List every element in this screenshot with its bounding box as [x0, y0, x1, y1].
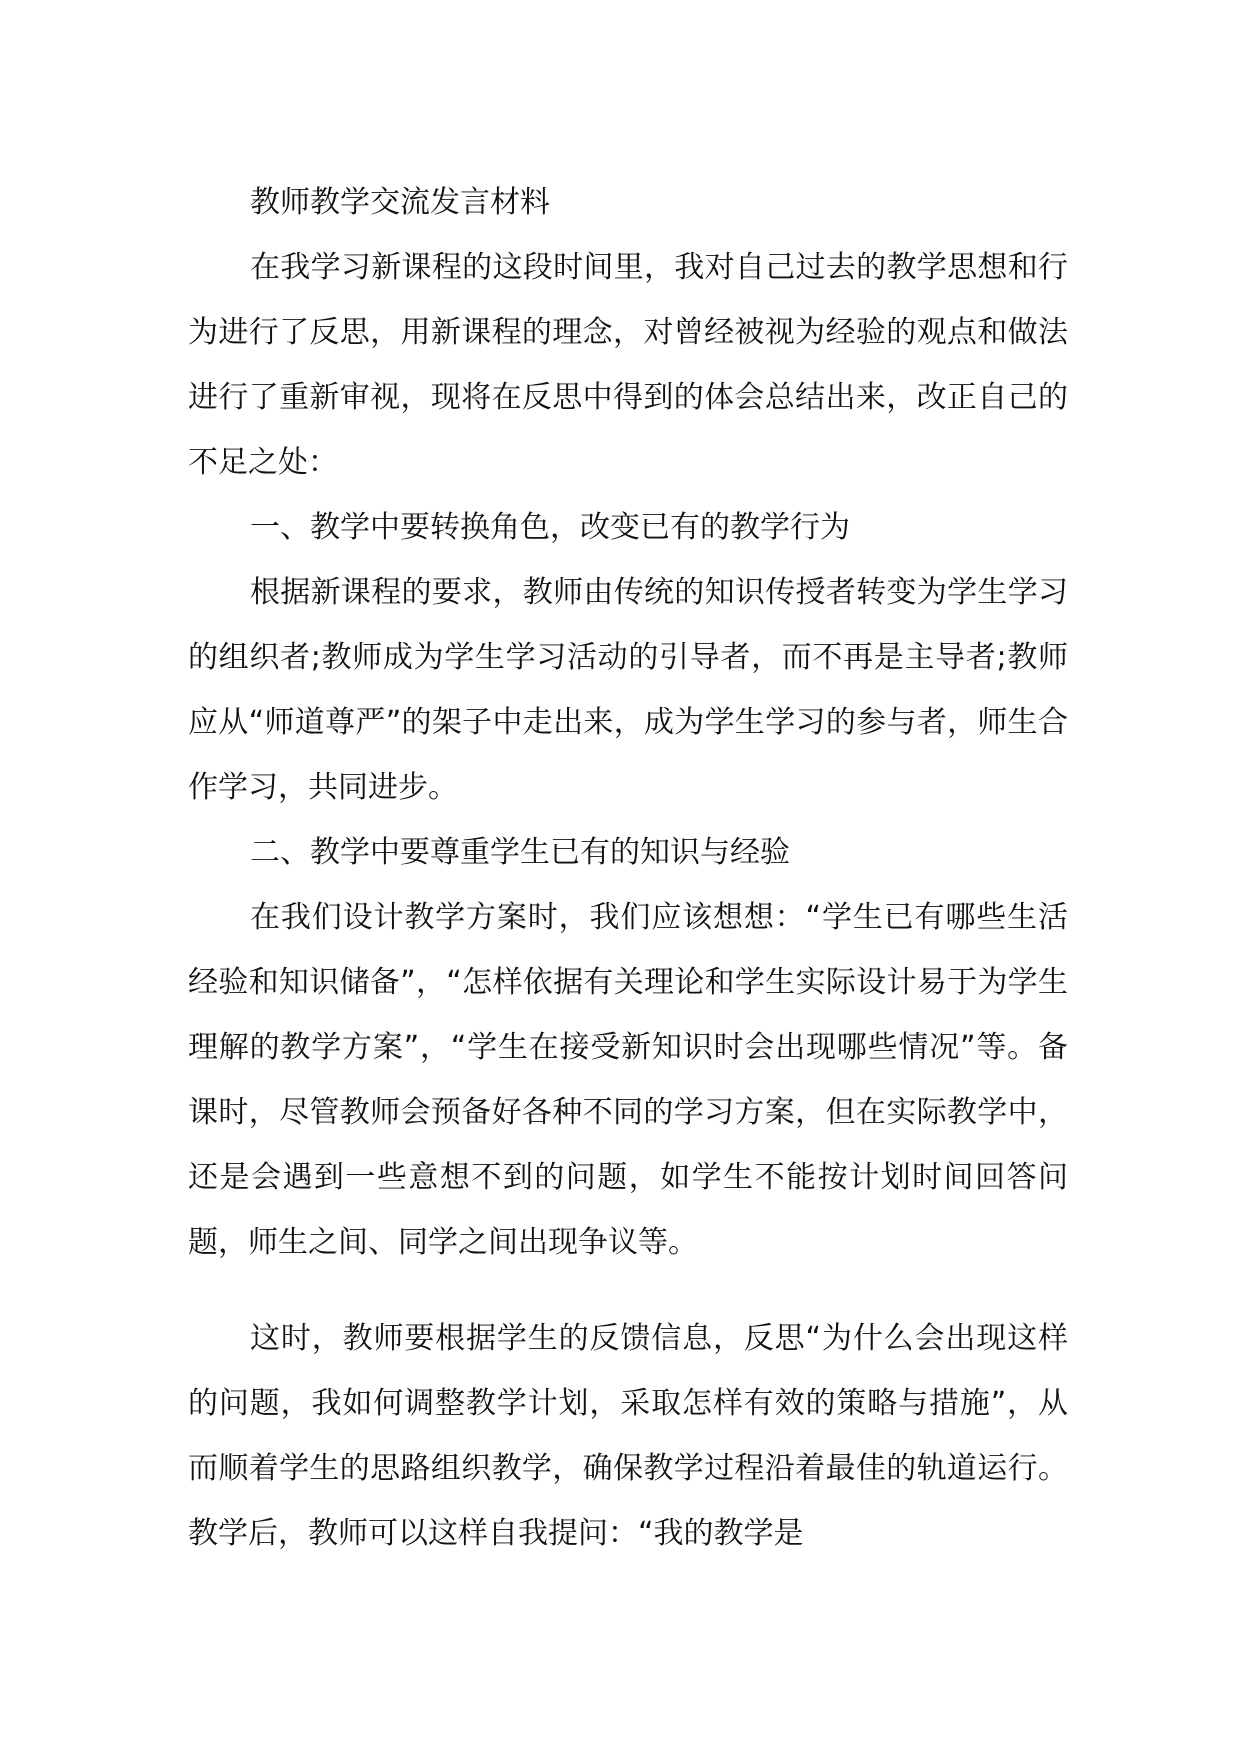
paragraph-reflection: 这时，教师要根据学生的反馈信息，反思“为什么会出现这样的问题，我如何调整教学计划，采取怎样有效的策略与措施”，从而顺着学生的思路组织教学，确保教学过程沿着最佳的轨道运行。教学后，教师可以这样自我提问：“我的教学是: [188, 1321, 1068, 1551]
paragraph-lesson-design: 在我们设计教学方案时，我们应该想想：“学生已有哪些生活经验和知识储备”，“怎样依据有关理论和学生实际设计易于为学生理解的教学方案”，“学生在接受新知识时会出现哪些情况”等。备课时，尽管教师会预备好各种不同的学习方案，但在实际教学中，还是会遇到一些意想不到的问题，如学生不能按计划时间回答问题，师生之间、同学之间出现争议等。: [188, 900, 1068, 1260]
paragraph-intro: 在我学习新课程的这段时间里，我对自己过去的教学思想和行为进行了反思，用新课程的理念，对曾经被视为经验的观点和做法进行了重新审视，现将在反思中得到的体会总结出来，改正自己的不足之处：: [188, 250, 1068, 480]
section-heading-1: 一、教学中要转换角色，改变已有的教学行为: [250, 510, 850, 545]
section-heading-2: 二、教学中要尊重学生已有的知识与经验: [250, 835, 790, 870]
document-body: [188, 170, 1068, 1566]
paragraph-role-change: 根据新课程的要求，教师由传统的知识传授者转变为学生学习的组织者;教师成为学生学习活动的引导者，而不再是主导者;教师应从“师道尊严”的架子中走出来，成为学生学习的参与者，师生合作学习，共同进步。: [188, 575, 1068, 805]
document-title: 教师教学交流发言材料: [250, 185, 550, 220]
